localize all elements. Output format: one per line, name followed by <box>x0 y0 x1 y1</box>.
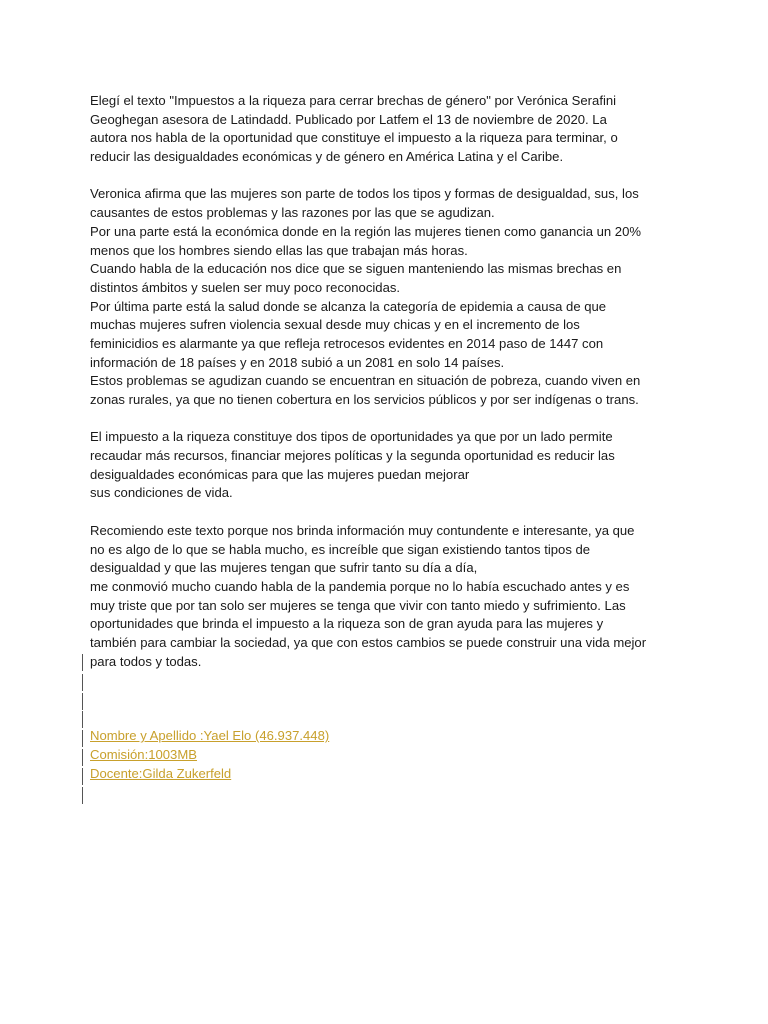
paragraph-spacer <box>90 709 680 728</box>
margin-change-bar <box>82 749 83 766</box>
text-line: feminicidios es alarmante ya que refleja retrocesos evidentes en 2014 paso de 1447 con <box>90 335 604 351</box>
text-line: Geoghegan asesora de Latindadd. Publicado por Latfem el 13 de noviembre de 2020. La <box>90 111 607 127</box>
text-line: reducir las desigualdades económicas y de género en América Latina y el Caribe. <box>90 149 564 165</box>
text-line: Cuando habla de la educación nos dice que se siguen manteniendo las mismas brechas en <box>90 261 622 277</box>
paragraph-spacer <box>90 671 680 690</box>
text-line: Por una parte está la económica donde en la región las mujeres tienen como ganancia un 20% <box>90 223 642 239</box>
text-line: Elegí el texto "Impuestos a la riqueza para cerrar brechas de género" por Verónica Serafini <box>90 93 617 108</box>
text-line: información de 18 países y en 2018 subió a un 2081 en solo 14 países. <box>90 354 505 370</box>
paragraph-spacer <box>90 690 680 709</box>
paragraph-wealth-tax <box>90 428 680 503</box>
text-line: muy triste que por tan solo ser mujeres se tenga que vivir con tanto miedo y sufrimiento. Las <box>90 597 626 613</box>
text-line: oportunidades que brinda el impuesto a la riqueza son de gran ayuda para las mujeres y <box>90 616 604 632</box>
margin-change-bar <box>82 693 83 710</box>
paragraph-intro <box>90 92 680 167</box>
student-name-link[interactable]: Nombre y Apellido :Yael Elo (46.937.448) <box>90 728 330 744</box>
text-line: desigualdades económicas para que las mujeres puedan mejorar <box>90 466 470 482</box>
text-line: Veronica afirma que las mujeres son parte de todos los tipos y formas de desigualdad, sus, los <box>90 186 639 202</box>
commission-link[interactable]: Comisión:1003MB <box>90 747 197 763</box>
text-line: Por última parte está la salud donde se alcanza la categoría de epidemia a causa de que <box>90 298 607 314</box>
text-line: autora nos habla de la oportunidad que constituye el impuesto a la riqueza para terminar, o <box>90 130 618 146</box>
text-line: desigualdad y que las mujeres tengan que sufrir tanto su día a día, <box>90 560 478 576</box>
paragraph-spacer <box>90 167 680 186</box>
margin-change-bar <box>82 674 83 691</box>
paragraph-spacer <box>90 410 680 429</box>
text-line: también para cambiar la sociedad, ya que con estos cambios se puede construir una vida mejor <box>90 634 647 650</box>
margin-change-bar <box>82 730 83 747</box>
paragraph-inequalities <box>90 185 680 409</box>
text-line: Recomiendo este texto porque nos brinda información muy contundente e interesante, ya que <box>90 522 635 538</box>
text-line: para todos y todas. <box>90 653 202 669</box>
text-line: me conmovió mucho cuando habla de la pandemia porque no lo había escuchado antes y es <box>90 578 630 594</box>
text-line: muchas mujeres sufren violencia sexual desde muy chicas y en el incremento de los <box>90 317 580 333</box>
margin-change-bar <box>82 711 83 728</box>
text-line: menos que los hombres siendo ellas las que trabajan más horas. <box>90 242 468 258</box>
text-line: causantes de estos problemas y las razones por las que se agudizan. <box>90 205 495 221</box>
paragraph-spacer <box>90 503 680 522</box>
text-line: sus condiciones de vida. <box>90 485 233 501</box>
margin-change-bar <box>82 768 83 785</box>
margin-change-bar <box>82 654 83 671</box>
text-line: no es algo de lo que se habla mucho, es increíble que sigan existiendo tantos tipos de <box>90 541 591 557</box>
paragraph-recommendation <box>90 522 680 672</box>
teacher-link[interactable]: Docente:Gilda Zukerfeld <box>90 765 232 781</box>
text-line: recaudar más recursos, financiar mejores políticas y la segunda oportunidad es reducir las <box>90 448 615 464</box>
text-line: El impuesto a la riqueza constituye dos tipos de oportunidades ya que por un lado permite <box>90 429 613 445</box>
margin-change-bar <box>82 787 83 804</box>
text-line: distintos ámbitos y suelen ser muy poco reconocidas. <box>90 279 401 295</box>
document-body <box>90 92 680 783</box>
signature-block <box>90 727 680 783</box>
text-line: Estos problemas se agudizan cuando se encuentran en situación de pobreza, cuando viven en <box>90 373 641 389</box>
text-line: zonas rurales, ya que no tienen cobertura en los servicios públicos y por ser indígenas o trans. <box>90 392 639 407</box>
